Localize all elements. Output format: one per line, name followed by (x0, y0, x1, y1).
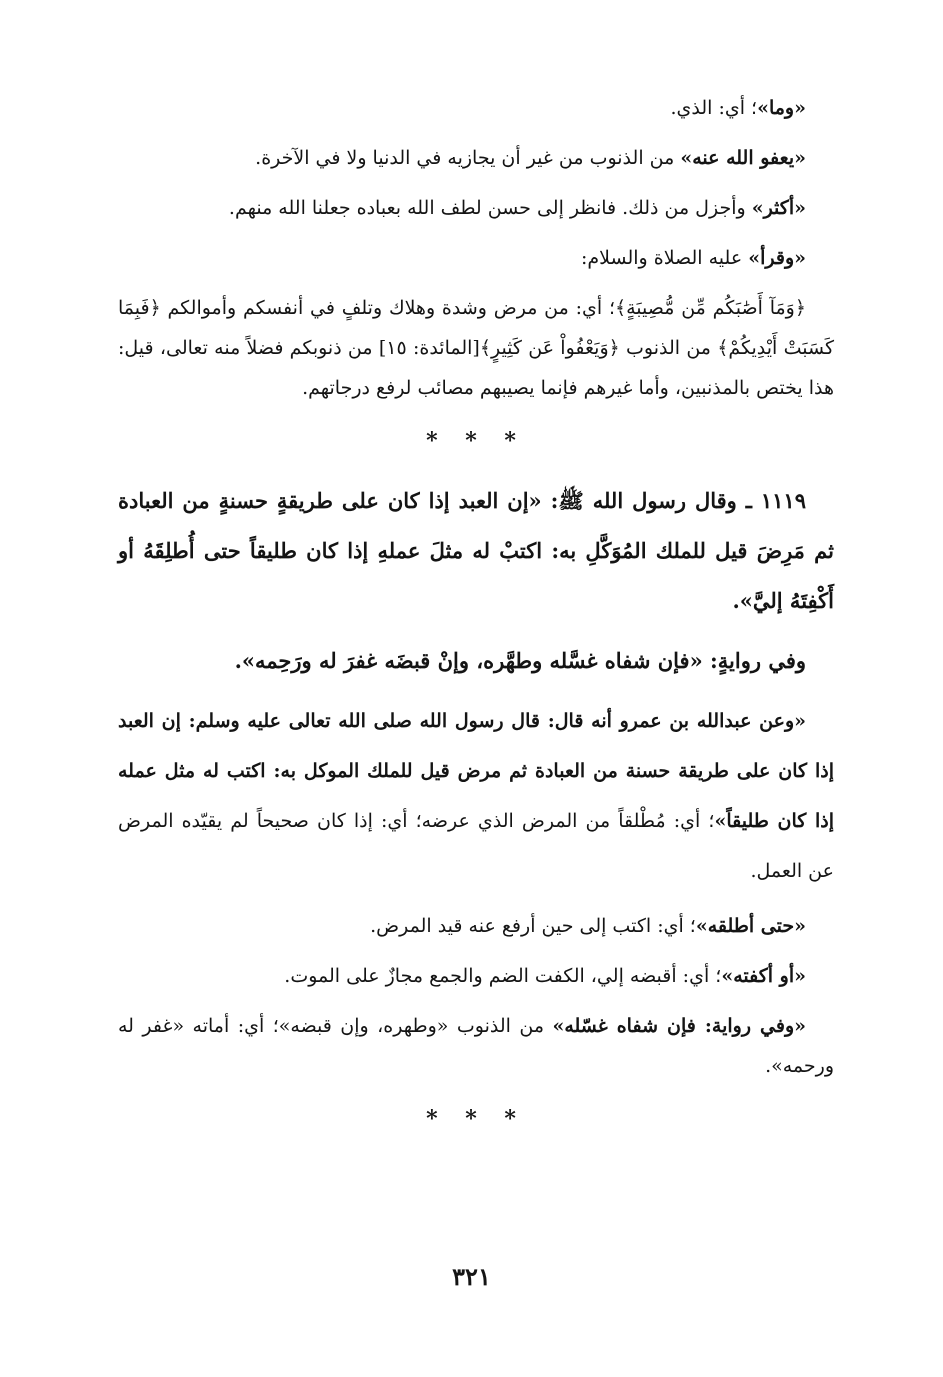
commentary-line-3 (118, 188, 834, 228)
commentary-text: ؛ أي: اكتب إلى حين أرفع عنه قيد المرض. (370, 915, 696, 937)
page-number: ٣٢١ (452, 1262, 491, 1291)
commentary-text: من الذنوب «وطهره، وإن قبضه»؛ أي: أماته «غفر له ورحمه». (118, 1015, 834, 1077)
section-separator: * * * (426, 428, 526, 454)
commentary-line-7 (118, 956, 834, 996)
commentary-text: ؛ أي: الذي. (670, 97, 758, 119)
commentary-text: ؛ أي: أقبضه إلي، الكفت الضم والجمع مجازٌ على الموت. (284, 965, 722, 987)
quran-commentary (118, 288, 834, 408)
commentary-text: ؛ أي: مُطْلقاً من المرض الذي عرضه؛ أي: إذا كان صحيحاً لم يقيّده المرض عن العمل. (118, 810, 834, 882)
hadith-number: ١١١٩ (760, 488, 806, 513)
hadith-riwaya (118, 636, 834, 686)
hadith-body: ـ وقال رسول الله ﷺ: «إن العبد إذا كان على طريقةٍ حسنةٍ من العبادة ثم مَرِضَ قيل للملك المُوَكَّلِ به: اكتبْ له مثلَ عملهِ إذا كان طليقاً حتى أُطلِقَهُ أو أَكْفِتَهُ إليَّ». (118, 488, 834, 613)
keyword: «يعفو الله عنه» (680, 147, 806, 169)
keyword: «وما» (757, 97, 806, 119)
commentary-text: من الذنوب من غير أن يجازيه في الدنيا ولا في الآخرة. (255, 147, 681, 169)
keyword: «حتى أطلقه» (695, 915, 806, 937)
riwaya-label: وفي روايةٍ: (710, 648, 806, 673)
commentary-line-5 (118, 696, 834, 896)
hadith-text (118, 476, 834, 626)
keyword: «وقرأ» (748, 247, 806, 269)
keyword: «وعن عبدالله بن عمرو أنه قال: قال رسول الله صلى الله تعالى عليه وسلم: إن العبد إذا كان على طريقة حسنة من العبادة ثم مرض قيل للملك الموكل به: اكتب له مثل عمله إذا كان طليقاً» (118, 710, 835, 832)
commentary-text: ﴿وَمَآ أَصَٰبَكُم مِّن مُّصِيبَةٍ﴾؛ أي: من مرض وشدة وهلاك وتلفٍ في أنفسكم وأموالكم ﴿فَبِمَا كَسَبَتْ أَيْدِيكُمْ﴾ من الذنوب ﴿وَيَعْفُواْ عَن كَثِيرٍ﴾[المائدة: ١٥] من ذنوبكم فضلاً منه تعالى، قيل: هذا يختص بالمذنبين، وأما غيرهم فإنما يصيبهم مصائب لرفع درجاتهم. (118, 297, 834, 399)
commentary-line-6 (118, 906, 834, 946)
commentary-line-1 (118, 88, 834, 128)
keyword: «أكثر» (751, 197, 806, 219)
section-separator-bottom: * * * (426, 1106, 526, 1132)
commentary-text: عليه الصلاة والسلام: (581, 247, 749, 269)
keyword: «وفي رواية: فإن شفاه غسّله» (552, 1015, 806, 1037)
page-body (118, 88, 834, 1154)
riwaya-text: «فإن شفاه غسَّله وطهَّره، وإنْ قبضَه غفرَ له ورَحِمه». (234, 648, 711, 673)
keyword: «أو أكفته» (721, 965, 806, 987)
commentary-line-2 (118, 138, 834, 178)
commentary-line-8 (118, 1006, 834, 1086)
commentary-text: وأجزل من ذلك. فانظر إلى حسن لطف الله بعباده جعلنا الله منهم. (228, 197, 752, 219)
commentary-line-4 (118, 238, 834, 278)
